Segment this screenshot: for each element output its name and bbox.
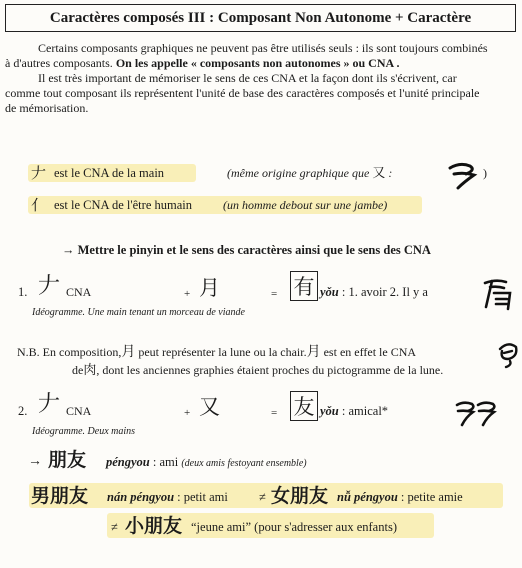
cna-human-glyph: 亻	[31, 196, 47, 214]
cna-hand-note-paren: )	[483, 166, 487, 180]
cna-hand-text: est le CNA de la main	[54, 166, 165, 180]
intro-line-2: à d'autres composants. On les appelle « composants non autonomes » ou CNA .	[5, 56, 400, 70]
ex2-reading: yǒu : amical*	[320, 404, 389, 418]
instruction: → Mettre le pinyin et le sens des caractères ainsi que le sens des CNA	[62, 243, 431, 257]
pengyou-chars: 朋友	[48, 449, 87, 471]
nanpengyou-chars: 男朋友	[31, 485, 89, 507]
cna-hand-note: (même origine graphique que 又 :	[227, 166, 393, 181]
ex1-component: 月	[199, 276, 220, 300]
xiaopengyou-chars: 小朋友	[125, 515, 183, 537]
ex1-number: 1.	[18, 285, 28, 299]
nanpengyou-reading: nán péngyou : petit ami	[107, 490, 228, 504]
pengyou-reading: péngyou : ami (deux amis festoyant ensemble)	[106, 455, 307, 469]
ex2-equals: =	[271, 407, 278, 419]
ex2-cna-label: CNA	[66, 404, 92, 418]
nvpengyou-chars: 女朋友	[271, 485, 329, 507]
ancient-rou-glyph	[496, 339, 520, 369]
cna-human-text: est le CNA de l'être humain	[54, 198, 192, 212]
ex2-number: 2.	[18, 404, 28, 418]
ex1-result-box: 有	[290, 271, 318, 301]
ex1-cna-glyph: 𠂇	[38, 274, 61, 299]
ancient-you-glyph	[480, 277, 516, 313]
pengyou-arrow: →	[28, 454, 42, 469]
cna-hand-glyph: 𠂇	[31, 164, 47, 182]
ex2-description: Idéogramme. Deux mains	[32, 426, 136, 437]
ex2-cna-glyph: 𠂇	[38, 392, 61, 417]
ex2-component: 又	[199, 395, 220, 419]
intro-line-4: comme tout composant ils représentent l'unité de base des caractères composés et l'unité principale	[5, 86, 480, 100]
ex2-plus: +	[184, 407, 191, 419]
nb-line-1: N.B. En composition,月 peut représenter la lune ou la chair.月 est en effet le CNA	[17, 344, 417, 360]
intro-line-1: Certains composants graphiques ne peuvent pas être utilisés seuls : ils sont toujours combinés	[38, 41, 488, 55]
ex1-reading: yǒu : 1. avoir 2. Il y a	[320, 285, 428, 299]
ex2-result-box: 友	[290, 391, 318, 421]
xiaopengyou-neq: ≠	[111, 520, 118, 534]
cna-human-note: (un homme debout sur une jambe)	[223, 198, 388, 212]
xiaopengyou-meaning: “jeune ami” (pour s'adresser aux enfants)	[191, 520, 397, 534]
intro-line-3: Il est très important de mémoriser le sens de ces CNA et la façon dont ils s'écrivent, car	[38, 71, 457, 85]
ex1-description: Idéogramme. Une main tenant un morceau de viande	[32, 307, 245, 318]
nanpengyou-neq: ≠	[259, 490, 266, 504]
nb-line-2: de肉, dont les anciennes graphies étaient proches du pictogramme de la lune.	[72, 363, 444, 378]
ancient-two-hands-glyph	[454, 399, 498, 429]
ex1-plus: +	[184, 288, 191, 300]
ex1-equals: =	[271, 288, 278, 300]
ancient-hand-glyph	[446, 160, 488, 190]
intro-line-5: de mémorisation.	[5, 101, 89, 115]
nvpengyou-reading: nǚ péngyou : petite amie	[337, 490, 463, 504]
page-title: Caractères composés III : Composant Non Autonome + Caractère	[5, 4, 516, 32]
ex1-cna-label: CNA	[66, 285, 92, 299]
